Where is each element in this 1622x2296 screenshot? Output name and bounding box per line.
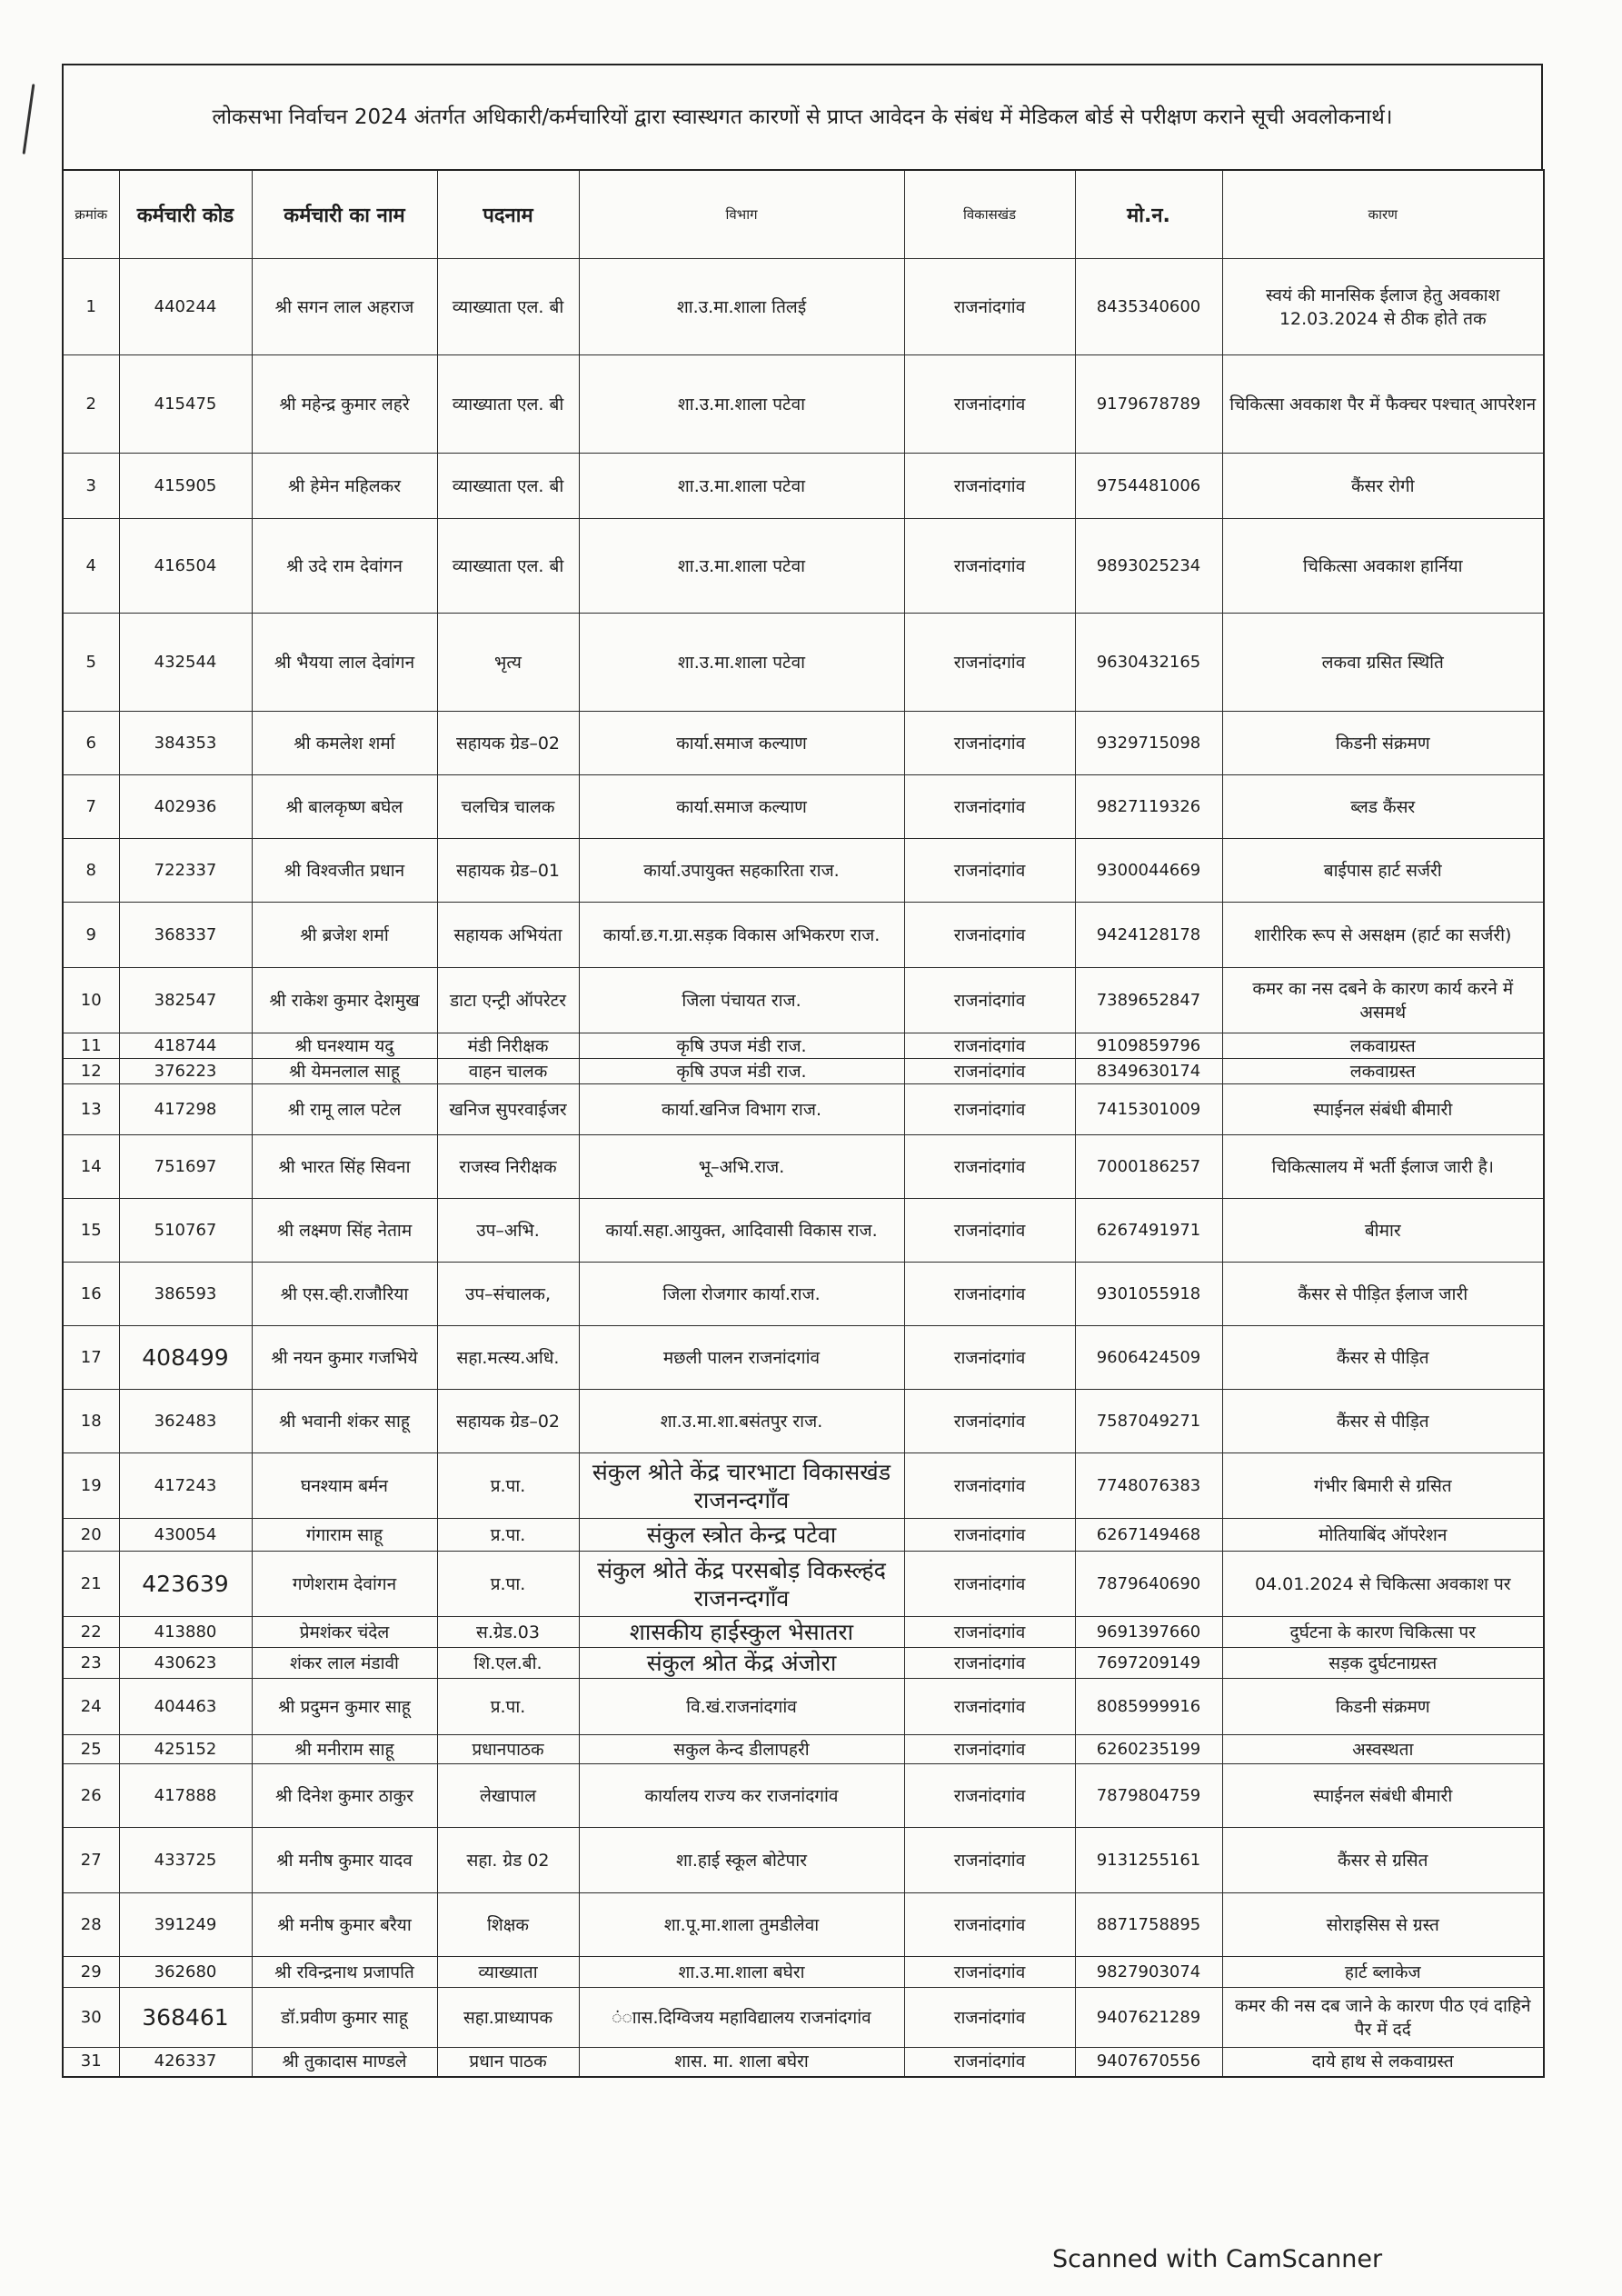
cell-sno: 19 <box>63 1453 119 1519</box>
col-header-post: पदनाम <box>437 170 579 259</box>
cell-reason: किडनी संक्रमण <box>1222 1679 1544 1735</box>
cell-block: राजनांदगांव <box>904 1326 1075 1390</box>
table-row <box>63 968 1544 1033</box>
cell-sno: 5 <box>63 614 119 712</box>
col-header-name: कर्मचारी का नाम <box>252 170 437 259</box>
cell-code: 510767 <box>119 1199 252 1263</box>
scanner-watermark: Scanned with CamScanner <box>1052 2245 1383 2273</box>
cell-code: 415475 <box>119 355 252 454</box>
cell-dept: शा.उ.मा.शाला पटेवा <box>579 355 904 454</box>
cell-post: व्याख्याता एल. बी <box>437 355 579 454</box>
cell-mobile: 9424128178 <box>1075 903 1222 968</box>
cell-dept: जिला पंचायत राज. <box>579 968 904 1033</box>
cell-reason: ब्लड कैंसर <box>1222 775 1544 839</box>
cell-mobile: 7697209149 <box>1075 1648 1222 1679</box>
cell-reason: चिकित्सालय में भर्ती ईलाज जारी है। <box>1222 1135 1544 1199</box>
table-row <box>63 454 1544 519</box>
cell-sno: 11 <box>63 1033 119 1059</box>
table-row <box>63 839 1544 903</box>
table-row <box>63 2048 1544 2077</box>
cell-sno: 22 <box>63 1617 119 1648</box>
cell-block: राजनांदगांव <box>904 1084 1075 1135</box>
table-row <box>63 1617 1544 1648</box>
cell-reason: 04.01.2024 से चिकित्सा अवकाश पर <box>1222 1552 1544 1617</box>
cell-code: 376223 <box>119 1059 252 1084</box>
cell-dept: शा.उ.मा.शाला तिलई <box>579 259 904 355</box>
cell-reason: शारीरिक रूप से असक्षम (हार्ट का सर्जरी) <box>1222 903 1544 968</box>
cell-name: श्री महेन्द्र कुमार लहरे <box>252 355 437 454</box>
cell-code: 430623 <box>119 1648 252 1679</box>
table-row <box>63 519 1544 614</box>
cell-dept: कृषि उपज मंडी राज. <box>579 1059 904 1084</box>
cell-mobile: 7748076383 <box>1075 1453 1222 1519</box>
cell-post: भृत्य <box>437 614 579 712</box>
cell-code: 430054 <box>119 1519 252 1552</box>
cell-post: शिक्षक <box>437 1893 579 1957</box>
cell-name: डॉ.प्रवीण कुमार साहू <box>252 1988 437 2048</box>
cell-code: 423639 <box>119 1552 252 1617</box>
cell-post: खनिज सुपरवाईजर <box>437 1084 579 1135</box>
cell-sno: 17 <box>63 1326 119 1390</box>
cell-block: राजनांदगांव <box>904 775 1075 839</box>
cell-reason: हार्ट ब्लाकेज <box>1222 1957 1544 1988</box>
cell-code: 426337 <box>119 2048 252 2077</box>
header-row <box>63 170 1544 259</box>
cell-reason: कैंसर से ग्रसित <box>1222 1828 1544 1893</box>
cell-code: 416504 <box>119 519 252 614</box>
cell-post: राजस्व निरीक्षक <box>437 1135 579 1199</box>
table-row <box>63 1263 1544 1326</box>
cell-sno: 2 <box>63 355 119 454</box>
cell-mobile: 9179678789 <box>1075 355 1222 454</box>
table-row <box>63 712 1544 775</box>
cell-reason: कमर का नस दबने के कारण कार्य करने में असमर्थ <box>1222 968 1544 1033</box>
cell-code: 404463 <box>119 1679 252 1735</box>
cell-mobile: 8435340600 <box>1075 259 1222 355</box>
cell-code: 415905 <box>119 454 252 519</box>
cell-block: राजनांदगांव <box>904 1390 1075 1453</box>
cell-mobile: 7000186257 <box>1075 1135 1222 1199</box>
cell-code: 440244 <box>119 259 252 355</box>
cell-code: 368337 <box>119 903 252 968</box>
cell-dept: शा.पू.मा.शाला तुमडीलेवा <box>579 1893 904 1957</box>
table-row <box>63 1988 1544 2048</box>
table-row <box>63 775 1544 839</box>
cell-post: प्र.पा. <box>437 1552 579 1617</box>
cell-dept: संकुल श्रोते केंद्र चारभाटा विकासखंड राजनन्दगाँव <box>579 1453 904 1519</box>
cell-code: 751697 <box>119 1135 252 1199</box>
cell-block: राजनांदगांव <box>904 2048 1075 2077</box>
cell-reason: स्वयं की मानसिक ईलाज हेतु अवकाश 12.03.2024 से ठीक होते तक <box>1222 259 1544 355</box>
cell-mobile: 8349630174 <box>1075 1059 1222 1084</box>
cell-sno: 16 <box>63 1263 119 1326</box>
table-row <box>63 1893 1544 1957</box>
cell-post: व्याख्याता एल. बी <box>437 519 579 614</box>
cell-block: राजनांदगांव <box>904 712 1075 775</box>
cell-mobile: 9630432165 <box>1075 614 1222 712</box>
cell-dept: संकुल श्रोत केंद्र अंजोरा <box>579 1648 904 1679</box>
cell-name: श्री येमनलाल साहू <box>252 1059 437 1084</box>
cell-dept: जिला रोजगार कार्या.राज. <box>579 1263 904 1326</box>
cell-name: श्री मनीराम साहू <box>252 1735 437 1764</box>
cell-post: सहायक ग्रेड–02 <box>437 712 579 775</box>
cell-code: 402936 <box>119 775 252 839</box>
table-row <box>63 1199 1544 1263</box>
cell-sno: 6 <box>63 712 119 775</box>
cell-name: श्री घनश्याम यदु <box>252 1033 437 1059</box>
cell-post: वाहन चालक <box>437 1059 579 1084</box>
table-row <box>63 903 1544 968</box>
cell-dept: संकुल स्त्रोत केन्द्र पटेवा <box>579 1519 904 1552</box>
cell-mobile: 9407670556 <box>1075 2048 1222 2077</box>
col-header-dept: विभाग <box>579 170 904 259</box>
table-row <box>63 1135 1544 1199</box>
cell-code: 418744 <box>119 1033 252 1059</box>
cell-mobile: 9131255161 <box>1075 1828 1222 1893</box>
cell-dept: कार्या.छ.ग.ग्रा.सड़क विकास अभिकरण राज. <box>579 903 904 968</box>
cell-reason: लकवाग्रस्त <box>1222 1033 1544 1059</box>
col-header-code: कर्मचारी कोड <box>119 170 252 259</box>
cell-name: श्री नयन कुमार गजभिये <box>252 1326 437 1390</box>
cell-sno: 29 <box>63 1957 119 1988</box>
cell-reason: दुर्घटना के कारण चिकित्सा पर <box>1222 1617 1544 1648</box>
cell-name: श्री प्रदुमन कुमार साहू <box>252 1679 437 1735</box>
cell-mobile: 7389652847 <box>1075 968 1222 1033</box>
col-header-block: विकासखंड <box>904 170 1075 259</box>
cell-dept: वि.खं.राजनांदगांव <box>579 1679 904 1735</box>
cell-name: श्री मनीष कुमार यादव <box>252 1828 437 1893</box>
cell-code: 432544 <box>119 614 252 712</box>
cell-sno: 3 <box>63 454 119 519</box>
cell-block: राजनांदगांव <box>904 259 1075 355</box>
cell-post: प्र.पा. <box>437 1519 579 1552</box>
cell-block: राजनांदगांव <box>904 454 1075 519</box>
cell-dept: कार्या.खनिज विभाग राज. <box>579 1084 904 1135</box>
cell-mobile: 9407621289 <box>1075 1988 1222 2048</box>
cell-mobile: 9754481006 <box>1075 454 1222 519</box>
cell-block: राजनांदगांव <box>904 1957 1075 1988</box>
cell-mobile: 9301055918 <box>1075 1263 1222 1326</box>
cell-sno: 14 <box>63 1135 119 1199</box>
cell-sno: 28 <box>63 1893 119 1957</box>
cell-dept: शा.उ.मा.शाला पटेवा <box>579 614 904 712</box>
cell-sno: 21 <box>63 1552 119 1617</box>
table-row <box>63 1084 1544 1135</box>
cell-post: उप–अभि. <box>437 1199 579 1263</box>
cell-block: राजनांदगांव <box>904 903 1075 968</box>
cell-name: श्री विश्वजीत प्रधान <box>252 839 437 903</box>
cell-code: 722337 <box>119 839 252 903</box>
cell-post: लेखापाल <box>437 1764 579 1828</box>
cell-block: राजनांदगांव <box>904 1735 1075 1764</box>
cell-name: श्री एस.व्ही.राजौरिया <box>252 1263 437 1326</box>
cell-reason: दाये हाथ से लकवाग्रस्त <box>1222 2048 1544 2077</box>
cell-mobile: 9893025234 <box>1075 519 1222 614</box>
table-row <box>63 1828 1544 1893</box>
cell-block: राजनांदगांव <box>904 1033 1075 1059</box>
cell-sno: 8 <box>63 839 119 903</box>
cell-dept: कार्या.सहा.आयुक्त, आदिवासी विकास राज. <box>579 1199 904 1263</box>
cell-reason: बीमार <box>1222 1199 1544 1263</box>
cell-block: राजनांदगांव <box>904 1199 1075 1263</box>
cell-block: राजनांदगांव <box>904 1988 1075 2048</box>
cell-name: श्री कमलेश शर्मा <box>252 712 437 775</box>
cell-mobile: 6267149468 <box>1075 1519 1222 1552</box>
table-row <box>63 1735 1544 1764</box>
cell-reason: लकवाग्रस्त <box>1222 1059 1544 1084</box>
table-row <box>63 1552 1544 1617</box>
cell-name: श्री भैयया लाल देवांगन <box>252 614 437 712</box>
cell-code: 386593 <box>119 1263 252 1326</box>
cell-code: 368461 <box>119 1988 252 2048</box>
cell-mobile: 9329715098 <box>1075 712 1222 775</box>
cell-dept: मछली पालन राजनांदगांव <box>579 1326 904 1390</box>
cell-mobile: 8085999916 <box>1075 1679 1222 1735</box>
cell-reason: कैंसर से पीड़ित <box>1222 1326 1544 1390</box>
cell-block: राजनांदगांव <box>904 968 1075 1033</box>
cell-reason: स्पाईनल संबंधी बीमारी <box>1222 1084 1544 1135</box>
cell-name: श्री ब्रजेश शर्मा <box>252 903 437 968</box>
cell-sno: 20 <box>63 1519 119 1552</box>
cell-name: श्री बालकृष्ण बघेल <box>252 775 437 839</box>
cell-reason: कैंसर से पीड़ित ईलाज जारी <box>1222 1263 1544 1326</box>
cell-post: सहा. ग्रेड 02 <box>437 1828 579 1893</box>
cell-block: राजनांदगांव <box>904 839 1075 903</box>
cell-post: शि.एल.बी. <box>437 1648 579 1679</box>
cell-mobile: 7879640690 <box>1075 1552 1222 1617</box>
cell-mobile: 9827119326 <box>1075 775 1222 839</box>
cell-sno: 4 <box>63 519 119 614</box>
cell-code: 425152 <box>119 1735 252 1764</box>
cell-sno: 31 <box>63 2048 119 2077</box>
cell-name: श्री भारत सिंह सिवना <box>252 1135 437 1199</box>
pen-mark <box>23 84 35 155</box>
cell-post: व्याख्याता एल. बी <box>437 259 579 355</box>
cell-name: श्री सगन लाल अहराज <box>252 259 437 355</box>
cell-name: श्री हेमेन महिलकर <box>252 454 437 519</box>
cell-sno: 15 <box>63 1199 119 1263</box>
employee-table <box>62 169 1545 2078</box>
cell-dept: कार्या.समाज कल्याण <box>579 775 904 839</box>
cell-block: राजनांदगांव <box>904 1453 1075 1519</box>
cell-mobile: 9109859796 <box>1075 1033 1222 1059</box>
cell-code: 362680 <box>119 1957 252 1988</box>
cell-name: श्री उदे राम देवांगन <box>252 519 437 614</box>
cell-post: सहा.मत्स्य.अधि. <box>437 1326 579 1390</box>
cell-sno: 1 <box>63 259 119 355</box>
cell-post: प्रधान पाठक <box>437 2048 579 2077</box>
cell-dept: भू–अभि.राज. <box>579 1135 904 1199</box>
cell-block: राजनांदगांव <box>904 1519 1075 1552</box>
cell-sno: 23 <box>63 1648 119 1679</box>
cell-name: प्रेमशंकर चंदेल <box>252 1617 437 1648</box>
cell-reason: कमर की नस दब जाने के कारण पीठ एवं दाहिने पैर में दर्द <box>1222 1988 1544 2048</box>
cell-mobile: 8871758895 <box>1075 1893 1222 1957</box>
cell-sno: 27 <box>63 1828 119 1893</box>
cell-block: राजनांदगांव <box>904 1617 1075 1648</box>
cell-block: राजनांदगांव <box>904 1059 1075 1084</box>
cell-post: प्र.पा. <box>437 1453 579 1519</box>
cell-reason: गंभीर बिमारी से ग्रसित <box>1222 1453 1544 1519</box>
cell-post: सहायक ग्रेड–01 <box>437 839 579 903</box>
document-sheet <box>62 64 1543 2078</box>
cell-post: व्याख्याता एल. बी <box>437 454 579 519</box>
cell-post: सहायक ग्रेड–02 <box>437 1390 579 1453</box>
cell-dept: ंाास.दिग्विजय महाविद्यालय राजनांदगांव <box>579 1988 904 2048</box>
table-row <box>63 1453 1544 1519</box>
cell-code: 417298 <box>119 1084 252 1135</box>
cell-post: सहायक अभियंता <box>437 903 579 968</box>
cell-mobile: 9300044669 <box>1075 839 1222 903</box>
cell-reason: सोराइसिस से ग्रस्त <box>1222 1893 1544 1957</box>
cell-sno: 26 <box>63 1764 119 1828</box>
cell-dept: शा.उ.मा.शाला पटेवा <box>579 454 904 519</box>
cell-code: 413880 <box>119 1617 252 1648</box>
cell-reason: कैंसर से पीड़ित <box>1222 1390 1544 1453</box>
cell-code: 362483 <box>119 1390 252 1453</box>
cell-mobile: 6267491971 <box>1075 1199 1222 1263</box>
table-row <box>63 355 1544 454</box>
cell-dept: शासकीय हाईस्कुल भेसातरा <box>579 1617 904 1648</box>
cell-code: 433725 <box>119 1828 252 1893</box>
cell-post: चलचित्र चालक <box>437 775 579 839</box>
col-header-reason: कारण <box>1222 170 1544 259</box>
cell-name: श्री भवानी शंकर साहू <box>252 1390 437 1453</box>
document-title: लोकसभा निर्वाचन 2024 अंतर्गत अधिकारी/कर्मचारियों द्वारा स्वास्थगत कारणों से प्राप्त आवेदन के संबंध में मेडिकल बोर्ड से परीक्षण कराने सूची अवलोकनार्थ। <box>62 64 1543 169</box>
cell-post: डाटा एन्ट्री ऑपरेटर <box>437 968 579 1033</box>
cell-code: 417243 <box>119 1453 252 1519</box>
cell-mobile: 6260235199 <box>1075 1735 1222 1764</box>
cell-reason: अस्वस्थता <box>1222 1735 1544 1764</box>
cell-block: राजनांदगांव <box>904 1552 1075 1617</box>
table-row <box>63 1059 1544 1084</box>
cell-reason: चिकित्सा अवकाश हार्निया <box>1222 519 1544 614</box>
cell-sno: 10 <box>63 968 119 1033</box>
cell-sno: 24 <box>63 1679 119 1735</box>
cell-post: प्रधानपाठक <box>437 1735 579 1764</box>
cell-code: 417888 <box>119 1764 252 1828</box>
cell-reason: लकवा ग्रसित स्थिति <box>1222 614 1544 712</box>
table-row <box>63 1764 1544 1828</box>
cell-code: 408499 <box>119 1326 252 1390</box>
col-header-mobile: मो.न. <box>1075 170 1222 259</box>
cell-mobile: 7879804759 <box>1075 1764 1222 1828</box>
cell-reason: स्पाईनल संबंधी बीमारी <box>1222 1764 1544 1828</box>
cell-mobile: 9691397660 <box>1075 1617 1222 1648</box>
cell-mobile: 7415301009 <box>1075 1084 1222 1135</box>
cell-dept: सकुल केन्द डीलापहरी <box>579 1735 904 1764</box>
cell-reason: मोतियाबिंद ऑपरेशन <box>1222 1519 1544 1552</box>
table-row <box>63 259 1544 355</box>
cell-reason: चिकित्सा अवकाश पैर में फैक्चर पश्चात् आपरेशन <box>1222 355 1544 454</box>
cell-mobile: 9606424509 <box>1075 1326 1222 1390</box>
cell-block: राजनांदगांव <box>904 1764 1075 1828</box>
cell-block: राजनांदगांव <box>904 1893 1075 1957</box>
cell-post: व्याख्याता <box>437 1957 579 1988</box>
cell-name: गंगाराम साहू <box>252 1519 437 1552</box>
cell-name: श्री राकेश कुमार देशमुख <box>252 968 437 1033</box>
cell-post: स.ग्रेड.03 <box>437 1617 579 1648</box>
cell-dept: कार्या.उपायुक्त सहकारिता राज. <box>579 839 904 903</box>
cell-sno: 12 <box>63 1059 119 1084</box>
cell-block: राजनांदगांव <box>904 614 1075 712</box>
cell-sno: 13 <box>63 1084 119 1135</box>
cell-post: प्र.पा. <box>437 1679 579 1735</box>
cell-dept: शा.उ.मा.शाला बघेरा <box>579 1957 904 1988</box>
cell-block: राजनांदगांव <box>904 355 1075 454</box>
table-row <box>63 1033 1544 1059</box>
cell-mobile: 7587049271 <box>1075 1390 1222 1453</box>
cell-reason: बाईपास हार्ट सर्जरी <box>1222 839 1544 903</box>
cell-name: श्री दिनेश कुमार ठाकुर <box>252 1764 437 1828</box>
cell-block: राजनांदगांव <box>904 1648 1075 1679</box>
cell-block: राजनांदगांव <box>904 1828 1075 1893</box>
cell-dept: कृषि उपज मंडी राज. <box>579 1033 904 1059</box>
table-row <box>63 1390 1544 1453</box>
cell-dept: शा.उ.मा.शाला पटेवा <box>579 519 904 614</box>
cell-post: मंडी निरीक्षक <box>437 1033 579 1059</box>
cell-reason: किडनी संक्रमण <box>1222 712 1544 775</box>
col-header-sno: क्रमांक <box>63 170 119 259</box>
cell-sno: 25 <box>63 1735 119 1764</box>
table-row <box>63 1957 1544 1988</box>
cell-block: राजनांदगांव <box>904 1135 1075 1199</box>
cell-name: गणेशराम देवांगन <box>252 1552 437 1617</box>
cell-sno: 18 <box>63 1390 119 1453</box>
table-row <box>63 1519 1544 1552</box>
cell-name: श्री रविन्द्रनाथ प्रजापति <box>252 1957 437 1988</box>
cell-block: राजनांदगांव <box>904 1679 1075 1735</box>
cell-dept: शास. मा. शाला बघेरा <box>579 2048 904 2077</box>
cell-name: श्री तुकादास माण्डले <box>252 2048 437 2077</box>
cell-mobile: 9827903074 <box>1075 1957 1222 1988</box>
table-row <box>63 614 1544 712</box>
cell-dept: शा.हाई स्कूल बोटेपार <box>579 1828 904 1893</box>
cell-name: श्री रामू लाल पटेल <box>252 1084 437 1135</box>
table-row <box>63 1679 1544 1735</box>
cell-sno: 7 <box>63 775 119 839</box>
cell-reason: कैंसर रोगी <box>1222 454 1544 519</box>
cell-sno: 9 <box>63 903 119 968</box>
cell-reason: सड़क दुर्घटनाग्रस्त <box>1222 1648 1544 1679</box>
cell-dept: संकुल श्रोते केंद्र परसबोड़ विकस्ल्हंद राजनन्दगाँव <box>579 1552 904 1617</box>
cell-name: श्री मनीष कुमार बरैया <box>252 1893 437 1957</box>
cell-dept: शा.उ.मा.शा.बसंतपुर राज. <box>579 1390 904 1453</box>
cell-code: 384353 <box>119 712 252 775</box>
cell-post: उप–संचालक, <box>437 1263 579 1326</box>
cell-code: 382547 <box>119 968 252 1033</box>
cell-dept: कार्या.समाज कल्याण <box>579 712 904 775</box>
cell-block: राजनांदगांव <box>904 519 1075 614</box>
cell-name: घनश्याम बर्मन <box>252 1453 437 1519</box>
cell-name: श्री लक्ष्मण सिंह नेताम <box>252 1199 437 1263</box>
cell-sno: 30 <box>63 1988 119 2048</box>
cell-post: सहा.प्राध्यापक <box>437 1988 579 2048</box>
cell-code: 391249 <box>119 1893 252 1957</box>
table-row <box>63 1648 1544 1679</box>
table-row <box>63 1326 1544 1390</box>
cell-dept: कार्यालय राज्य कर राजनांदगांव <box>579 1764 904 1828</box>
cell-block: राजनांदगांव <box>904 1263 1075 1326</box>
cell-name: शंकर लाल मंडावी <box>252 1648 437 1679</box>
